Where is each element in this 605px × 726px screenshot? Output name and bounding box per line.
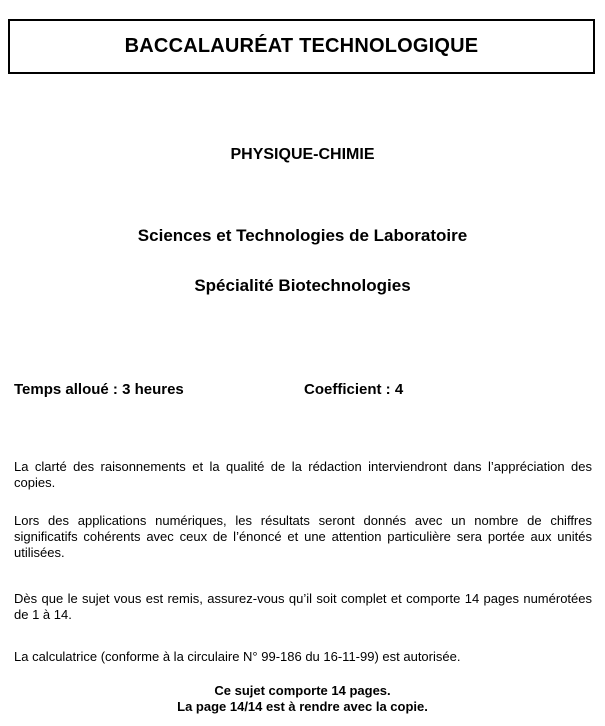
subject-specialty: Spécialité Biotechnologies	[194, 276, 411, 295]
subject-track: Sciences et Technologies de Laboratoire	[137, 226, 468, 245]
instruction-paragraph: Lors des applications numériques, les résultats seront donnés avec un nombre de chiffres significatifs cohérents avec ceux de l’énoncé et une attention particulière sera portée aux unités utilisées.	[14, 513, 592, 560]
page-count-note: Ce sujet comporte 14 pages.	[214, 683, 391, 698]
instruction-paragraph: La clarté des raisonnements et la qualité de la rédaction interviendront dans l’appréciation des copies.	[14, 459, 592, 490]
return-page-note: La page 14/14 est à rendre avec la copie.	[177, 699, 428, 714]
exam-title: BACCALAURÉAT TECHNOLOGIQUE	[124, 35, 479, 57]
subject-discipline: PHYSIQUE-CHIMIE	[230, 146, 375, 163]
exam-title-box	[8, 19, 595, 74]
time-allotted: Temps alloué : 3 heures	[14, 381, 184, 398]
instruction-paragraph: La calculatrice (conforme à la circulaire N° 99-186 du 16-11-99) est autorisée.	[14, 649, 461, 664]
instruction-paragraph: Dès que le sujet vous est remis, assurez-vous qu’il soit complet et comporte 14 pages numérotées de 1 à 14.	[14, 591, 592, 622]
coefficient: Coefficient : 4	[304, 381, 404, 398]
